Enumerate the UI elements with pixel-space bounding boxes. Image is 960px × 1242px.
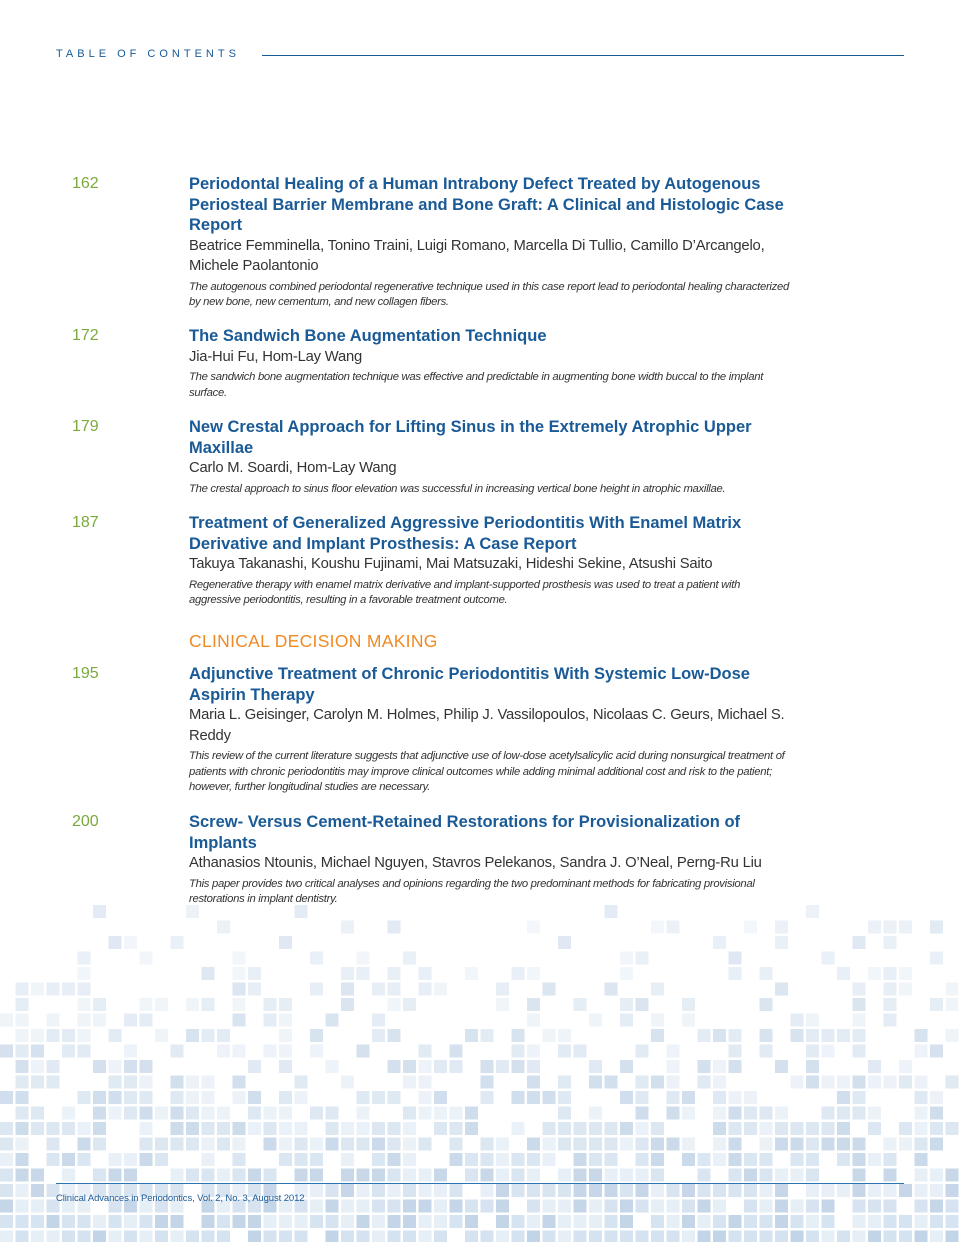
- page-number: 187: [72, 514, 99, 531]
- page-number: 162: [72, 175, 99, 192]
- page-number: 195: [72, 665, 99, 682]
- section-heading: CLINICAL DECISION MAKING: [189, 631, 438, 651]
- article-authors: Takuya Takanashi, Koushu Fujinami, Mai Matsuzaki, Hideshi Sekine, Atsushi Saito: [189, 556, 713, 572]
- table-of-contents-label: TABLE OF CONTENTS: [56, 48, 240, 60]
- entry-body: [189, 812, 789, 908]
- footer-rule: [56, 1183, 904, 1184]
- article-authors: Beatrice Femminella, Tonino Traini, Luigi Romano, Marcella Di Tullio, Camillo D’Arcangelo, Michele Paolantonio: [189, 237, 765, 274]
- page-number: 172: [72, 327, 99, 344]
- article-authors: Athanasios Ntounis, Michael Nguyen, Stavros Pelekanos, Sandra J. O’Neal, Perng-Ru Liu: [189, 855, 762, 871]
- article-title[interactable]: Adjunctive Treatment of Chronic Periodontitis With Systemic Low-Dose Aspirin Therapy: [189, 665, 750, 704]
- article-summary: The sandwich bone augmentation technique was effective and predictable in augmenting bone width buccal to the implant surface.: [189, 371, 764, 399]
- page-number: 200: [72, 813, 99, 830]
- entry-body: [189, 174, 789, 311]
- footer-citation: Clinical Advances in Periodontics, Vol. 2, No. 3, August 2012: [56, 1193, 305, 1204]
- article-summary: Regenerative therapy with enamel matrix derivative and implant-supported prosthesis was used to treat a patient with aggressive periodontitis, resulting in a favorable treatment outcome.: [189, 578, 741, 606]
- article-summary: The crestal approach to sinus floor elevation was successful in increasing vertical bone height in atrophic maxillae.: [189, 482, 726, 495]
- article-authors: Maria L. Geisinger, Carolyn M. Holmes, Philip J. Vassilopoulos, Nicolaas C. Geurs, Michael S. Reddy: [189, 707, 785, 744]
- entry-body: [189, 513, 789, 609]
- entry-body: [189, 664, 789, 796]
- article-title[interactable]: Screw- Versus Cement-Retained Restorations for Provisionalization of Implants: [189, 813, 741, 852]
- article-title[interactable]: Treatment of Generalized Aggressive Periodontitis With Enamel Matrix Derivative and Implant Prosthesis: A Case Report: [189, 514, 742, 553]
- article-title[interactable]: Periodontal Healing of a Human Intrabony Defect Treated by Autogenous Periosteal Barrier Membrane and Bone Graft: A Clinical and Histologic Case Report: [189, 175, 784, 234]
- article-summary: This review of the current literature suggests that adjunctive use of low-dose acetylsalicylic acid during nonsurgical treatment of patients with chronic periodontitis may improve clinical outcomes while adding minimal additional cost and risk to the patient; however, further longitudinal studies are necessary.: [189, 750, 785, 793]
- article-authors: Jia-Hui Fu, Hom-Lay Wang: [189, 348, 363, 365]
- entry-body: [189, 417, 789, 497]
- article-summary: This paper provides two critical analyses and opinions regarding the two predominant methods for fabricating provisional restorations in implant dentistry.: [189, 877, 755, 905]
- entry-body: [189, 326, 789, 401]
- page-number: 179: [72, 418, 99, 435]
- article-title[interactable]: New Crestal Approach for Lifting Sinus in the Extremely Atrophic Upper Maxillae: [189, 418, 752, 457]
- article-authors: Carlo M. Soardi, Hom-Lay Wang: [189, 460, 397, 476]
- article-summary: The autogenous combined periodontal regenerative technique used in this case report lead to periodontal healing characterized by new bone, new cementum, and new collagen fibers.: [189, 280, 789, 308]
- article-title[interactable]: The Sandwich Bone Augmentation Technique: [189, 327, 547, 345]
